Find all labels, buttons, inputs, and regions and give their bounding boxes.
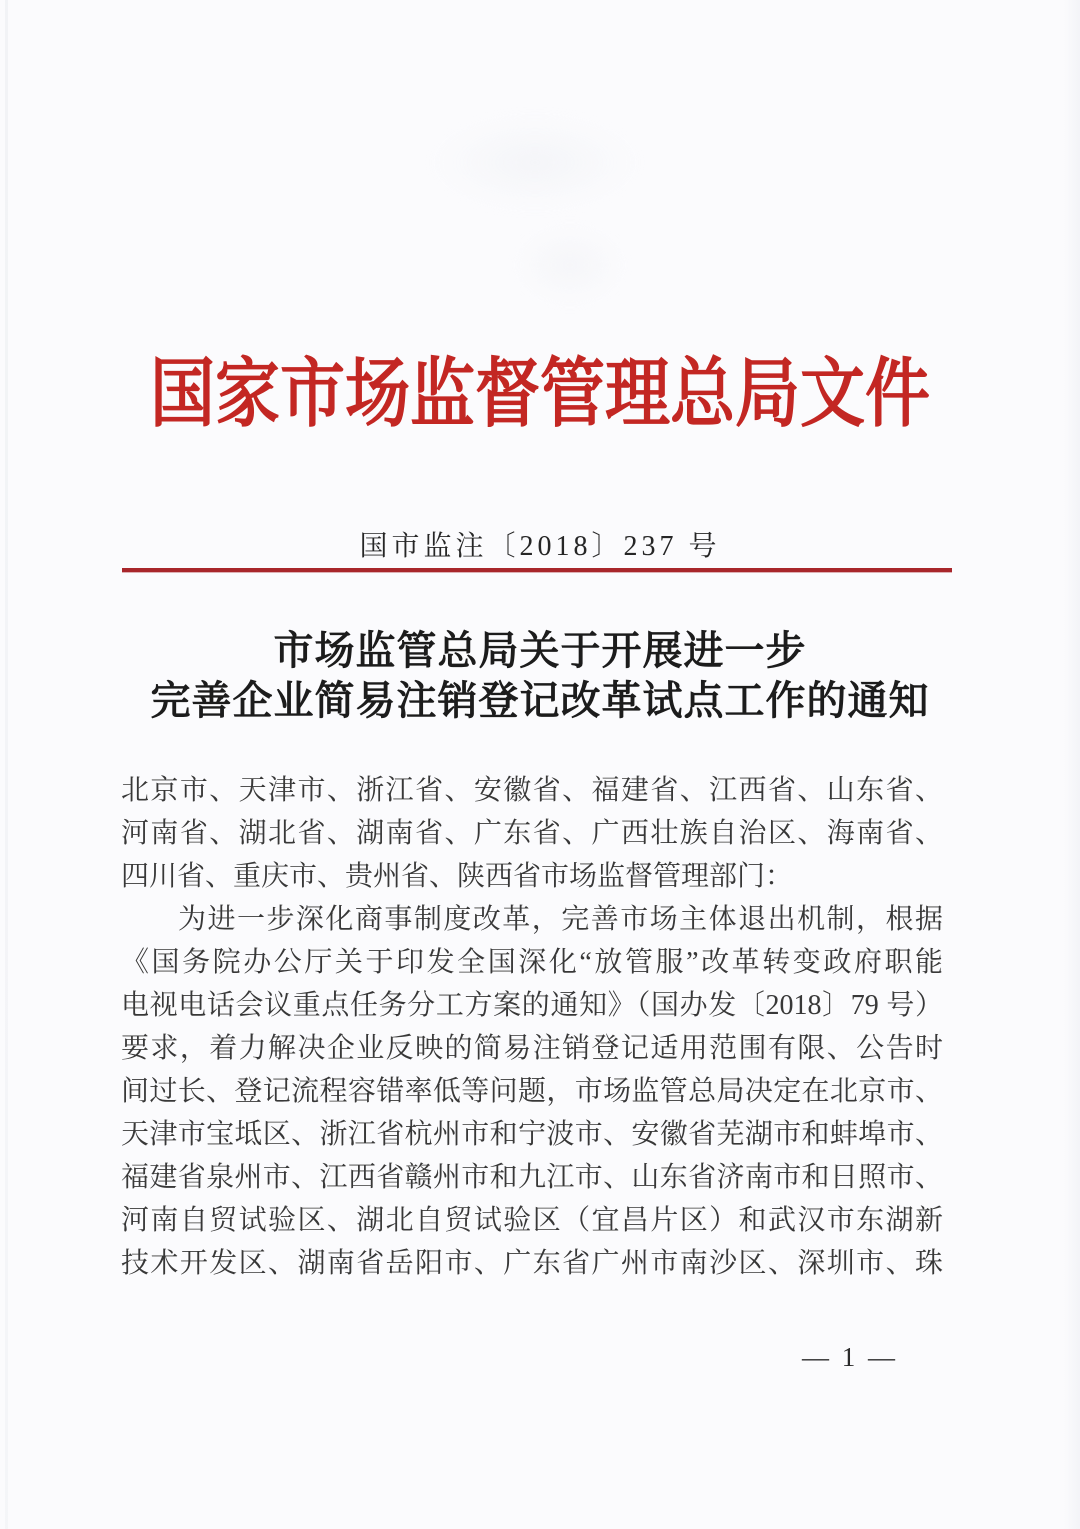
scan-artifact-smudge: [430, 115, 640, 210]
notice-title-line2: 完善企业简易注销登记改革试点工作的通知: [150, 678, 930, 723]
scan-edge-shadow: [1064, 0, 1080, 1529]
agency-header-title: 国家市场监督管理总局文件: [149, 353, 930, 437]
scan-edge-shadow: [5, 0, 8, 1529]
body-text-line: 为进一步深化商事制度改革，完善市场主体退出机制，根据: [178, 904, 943, 935]
body-text-line: 间过长、登记流程容错率低等问题，市场监管总局决定在北京市、: [121, 1076, 943, 1107]
body-text-line: 河南自贸试验区、湖北自贸试验区（宜昌片区）和武汉市东湖新: [121, 1205, 943, 1236]
body-text-line: 技术开发区、湖南省岳阳市、广东省广州市南沙区、深圳市、珠: [121, 1248, 943, 1279]
page-number: — 1 —: [802, 1342, 898, 1372]
body-text-line: 天津市宝坻区、浙江省杭州市和宁波市、安徽省芜湖市和蚌埠市、: [121, 1119, 943, 1150]
body-text-line: 福建省泉州市、江西省赣州市和九江市、山东省济南市和日照市、: [121, 1162, 943, 1193]
document-body: [121, 769, 943, 1285]
scan-artifact-smudge: [515, 225, 625, 305]
body-text-line: 要求，着力解决企业反映的简易注销登记适用范围有限、公告时: [121, 1033, 943, 1064]
recipients-line: 北京市、天津市、浙江省、安徽省、福建省、江西省、山东省、: [121, 775, 943, 806]
red-divider-rule: [122, 568, 952, 572]
body-text-line: 《国务院办公厅关于印发全国深化“放管服”改革转变政府职能: [121, 947, 943, 978]
body-text-line: 电视电话会议重点任务分工方案的通知》（国办发〔2018〕79 号）: [121, 990, 943, 1021]
notice-title: [0, 626, 1080, 726]
recipients-line: 河南省、湖北省、湖南省、广东省、广西壮族自治区、海南省、: [121, 818, 943, 849]
notice-title-line1: 市场监管总局关于开展进一步: [273, 628, 807, 673]
recipients-line: 四川省、重庆市、贵州省、陕西省市场监督管理部门：: [121, 861, 794, 892]
document-number: 国市监注〔2018〕237 号: [359, 531, 721, 562]
